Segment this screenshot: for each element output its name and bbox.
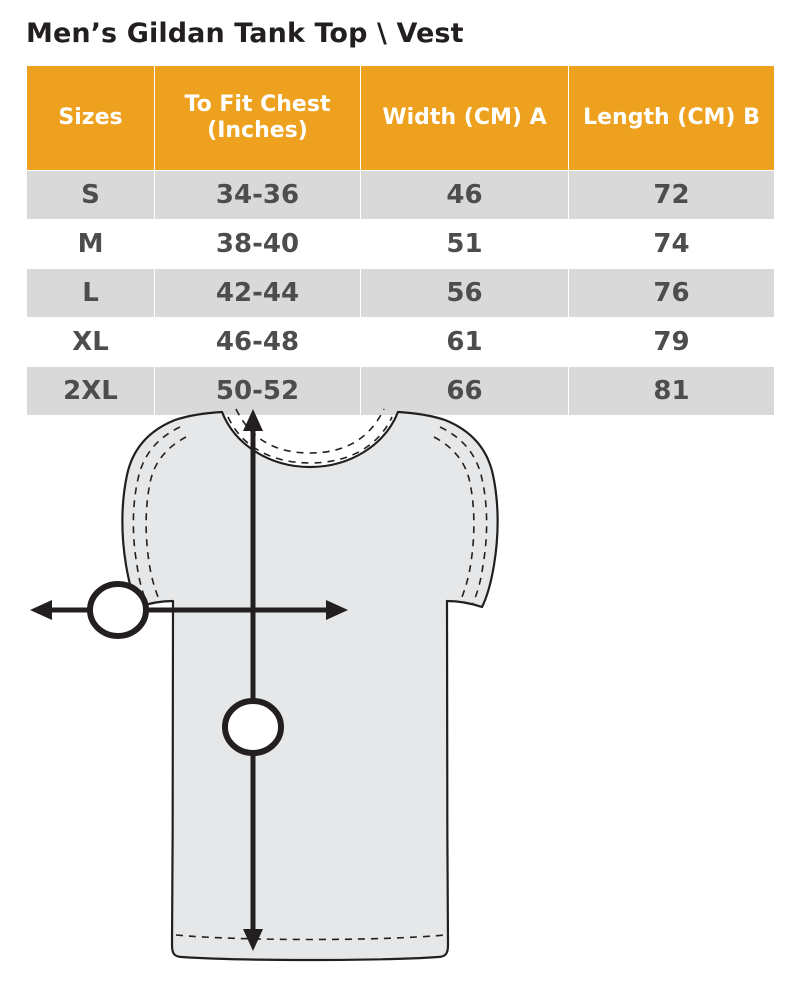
cell-width: 46	[361, 171, 569, 220]
cell-size: 2XL	[27, 367, 155, 416]
length-marker-badge	[225, 701, 281, 753]
length-marker-label: B	[241, 711, 265, 746]
cell-size: L	[27, 269, 155, 318]
tank-top-outline	[122, 409, 497, 960]
cell-size: M	[27, 220, 155, 269]
cell-length: 76	[569, 269, 775, 318]
page-title: Men’s Gildan Tank Top \ Vest	[26, 18, 464, 49]
garment-diagram	[0, 405, 800, 985]
size-chart-table	[26, 65, 775, 416]
table-body	[27, 171, 775, 416]
column-header-sizes: Sizes	[27, 66, 155, 171]
cell-width: 51	[361, 220, 569, 269]
column-header-length: Length (CM) B	[569, 66, 775, 171]
cell-chest: 50-52	[155, 367, 361, 416]
cell-chest: 38-40	[155, 220, 361, 269]
cell-length: 72	[569, 171, 775, 220]
cell-width: 66	[361, 367, 569, 416]
cell-length: 74	[569, 220, 775, 269]
table-row	[27, 318, 775, 367]
cell-chest: 34-36	[155, 171, 361, 220]
column-header-chest: To Fit Chest (Inches)	[155, 66, 361, 171]
table-row	[27, 171, 775, 220]
cell-length: 81	[569, 367, 775, 416]
width-marker-badge	[90, 584, 146, 636]
cell-width: 61	[361, 318, 569, 367]
cell-width: 56	[361, 269, 569, 318]
cell-size: S	[27, 171, 155, 220]
table-row	[27, 220, 775, 269]
cell-size: XL	[27, 318, 155, 367]
width-marker-label: A	[106, 594, 130, 629]
table-row	[27, 269, 775, 318]
cell-chest: 46-48	[155, 318, 361, 367]
column-header-width: Width (CM) A	[361, 66, 569, 171]
table-header-row	[27, 66, 775, 171]
cell-length: 79	[569, 318, 775, 367]
table-header	[27, 66, 775, 171]
cell-chest: 42-44	[155, 269, 361, 318]
